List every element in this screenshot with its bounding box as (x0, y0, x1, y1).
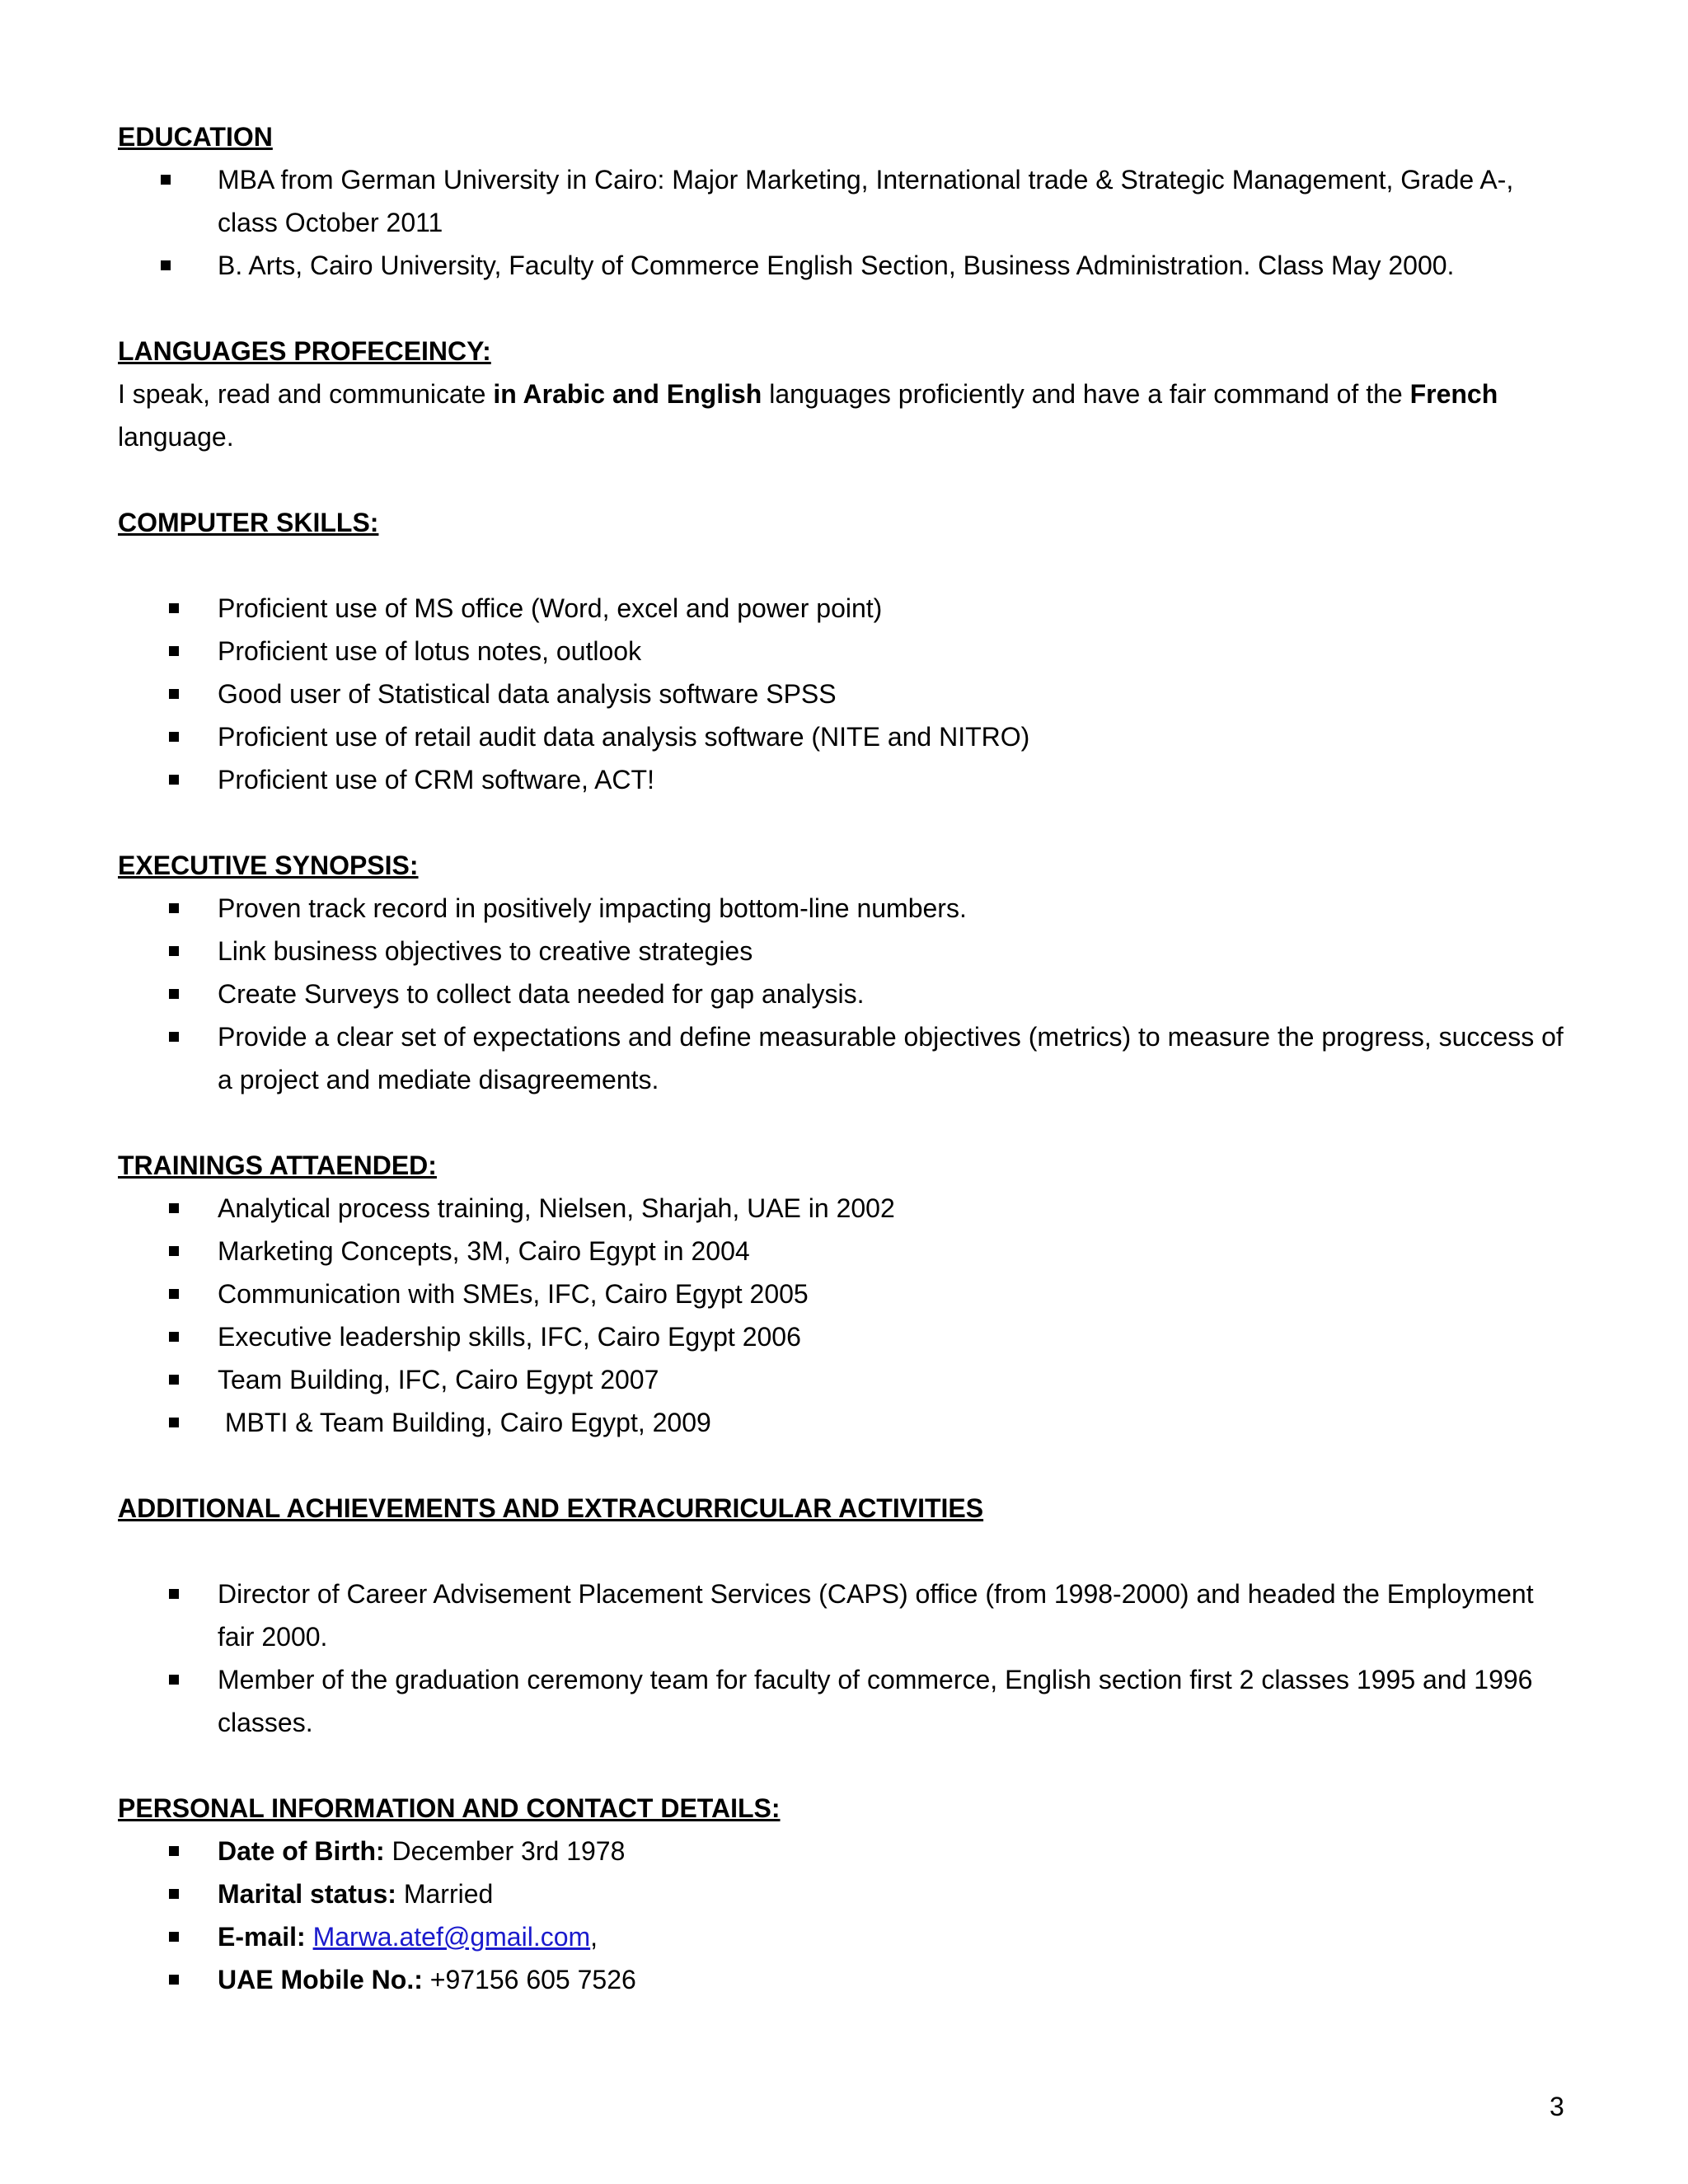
list-item (118, 1401, 1568, 1444)
list-item (118, 1358, 1568, 1401)
languages-bold-text: in Arabic and English (493, 379, 762, 409)
list-item-text: Member of the graduation ceremony team for faculty of commerce, English section first 2 classes 1995 and 1996 classes. (218, 1665, 1533, 1737)
list-item (118, 1272, 1568, 1315)
languages-section (118, 330, 1568, 458)
personal-info-list (118, 1830, 1568, 2001)
square-bullet-icon (169, 1032, 179, 1042)
square-bullet-icon (169, 689, 179, 699)
computer-skills-list (118, 587, 1568, 801)
languages-text: language. (118, 422, 234, 452)
list-item (118, 930, 1568, 972)
education-section (118, 115, 1568, 287)
list-item-text: Analytical process training, Nielsen, Sharjah, UAE in 2002 (218, 1193, 895, 1223)
dob-value: December 3rd 1978 (384, 1836, 626, 1866)
list-item (118, 1315, 1568, 1358)
square-bullet-icon (169, 1203, 179, 1213)
list-item (118, 887, 1568, 930)
list-item (118, 1658, 1568, 1744)
list-item (118, 1230, 1568, 1272)
square-bullet-icon (169, 775, 179, 785)
square-bullet-icon (169, 946, 179, 956)
spacer (118, 1530, 1568, 1572)
resume-content (118, 115, 1568, 2044)
languages-heading: LANGUAGES PROFECEINCY: (118, 336, 491, 366)
list-item-text: Team Building, IFC, Cairo Egypt 2007 (218, 1365, 659, 1394)
list-item-text: Provide a clear set of expectations and define measurable objectives (metrics) to measure the progress, success of a project and mediate disagreements. (218, 1022, 1564, 1094)
education-item (118, 158, 1568, 244)
computer-skills-section (118, 501, 1568, 801)
education-item (118, 244, 1568, 287)
square-bullet-icon (161, 175, 171, 185)
computer-skills-heading: COMPUTER SKILLS: (118, 508, 379, 537)
executive-synopsis-list (118, 887, 1568, 1101)
square-bullet-icon (169, 1332, 179, 1342)
list-item-text: Director of Career Advisement Placement Services (CAPS) office (from 1998-2000) and headed the Employment fair 2000. (218, 1579, 1534, 1652)
list-item (118, 673, 1568, 715)
email-label: E-mail: (218, 1922, 306, 1952)
executive-synopsis-heading: EXECUTIVE SYNOPSIS: (118, 851, 419, 880)
list-item-text: Proficient use of retail audit data analysis software (NITE and NITRO) (218, 722, 1030, 752)
list-item-text: Marketing Concepts, 3M, Cairo Egypt in 2004 (218, 1236, 750, 1266)
list-item-text: Communication with SMEs, IFC, Cairo Egypt 2005 (218, 1279, 809, 1309)
dob-item (118, 1830, 1568, 1872)
square-bullet-icon (169, 1375, 179, 1385)
list-item (118, 758, 1568, 801)
square-bullet-icon (169, 1846, 179, 1856)
languages-paragraph (118, 373, 1568, 458)
education-item-text: B. Arts, Cairo University, Faculty of Commerce English Section, Business Administration. Class May 2000. (218, 251, 1455, 280)
languages-text: languages proficiently and have a fair command of the (762, 379, 1410, 409)
square-bullet-icon (169, 646, 179, 656)
square-bullet-icon (169, 1932, 179, 1942)
list-item (118, 630, 1568, 673)
list-item-text: Proven track record in positively impacting bottom-line numbers. (218, 893, 967, 923)
marital-label: Marital status: (218, 1879, 396, 1909)
list-item-text: Good user of Statistical data analysis software SPSS (218, 679, 837, 709)
list-item (118, 972, 1568, 1015)
email-suffix: , (590, 1922, 598, 1952)
page-number: 3 (1550, 2092, 1564, 2121)
mobile-label: UAE Mobile No.: (218, 1965, 423, 1994)
list-item (118, 715, 1568, 758)
square-bullet-icon (169, 1675, 179, 1685)
square-bullet-icon (161, 260, 171, 270)
square-bullet-icon (169, 989, 179, 999)
list-item-text: Proficient use of CRM software, ACT! (218, 765, 654, 794)
list-item-text: Create Surveys to collect data needed for gap analysis. (218, 979, 865, 1009)
achievements-list (118, 1572, 1568, 1744)
list-item (118, 1015, 1568, 1101)
education-list (118, 158, 1568, 287)
spacer (118, 544, 1568, 587)
square-bullet-icon (169, 603, 179, 613)
list-item-text: MBTI & Team Building, Cairo Egypt, 2009 (218, 1408, 711, 1437)
square-bullet-icon (169, 1289, 179, 1299)
email-link[interactable]: Marwa.atef@gmail.com (312, 1922, 591, 1952)
square-bullet-icon (169, 1418, 179, 1427)
list-item (118, 1187, 1568, 1230)
languages-bold-text: French (1409, 379, 1498, 409)
marital-item (118, 1872, 1568, 1915)
square-bullet-icon (169, 1975, 179, 1985)
trainings-section (118, 1144, 1568, 1444)
list-item (118, 1572, 1568, 1658)
personal-info-heading: PERSONAL INFORMATION AND CONTACT DETAILS: (118, 1793, 781, 1823)
marital-value: Married (396, 1879, 494, 1909)
list-item (118, 587, 1568, 630)
mobile-value: +97156 605 7526 (422, 1965, 636, 1994)
education-heading: EDUCATION (118, 122, 273, 152)
trainings-list (118, 1187, 1568, 1444)
achievements-heading: ADDITIONAL ACHIEVEMENTS AND EXTRACURRICULAR ACTIVITIES (118, 1493, 984, 1523)
achievements-section (118, 1487, 1568, 1744)
square-bullet-icon (169, 1246, 179, 1256)
mobile-item (118, 1958, 1568, 2001)
email-item (118, 1915, 1568, 1958)
personal-info-section (118, 1787, 1568, 2001)
square-bullet-icon (169, 903, 179, 913)
list-item-text: Executive leadership skills, IFC, Cairo Egypt 2006 (218, 1322, 801, 1352)
list-item-text: Proficient use of lotus notes, outlook (218, 636, 642, 666)
list-item-text: Proficient use of MS office (Word, excel and power point) (218, 593, 883, 623)
list-item-text: Link business objectives to creative strategies (218, 936, 753, 966)
languages-text: I speak, read and communicate (118, 379, 494, 409)
square-bullet-icon (169, 1589, 179, 1599)
education-item-text: MBA from German University in Cairo: Major Marketing, International trade & Strategic Management, Grade A-, class October 2011 (218, 165, 1514, 237)
square-bullet-icon (169, 1889, 179, 1899)
executive-synopsis-section (118, 844, 1568, 1101)
trainings-heading: TRAININGS ATTAENDED: (118, 1151, 437, 1180)
dob-label: Date of Birth: (218, 1836, 385, 1866)
square-bullet-icon (169, 732, 179, 742)
